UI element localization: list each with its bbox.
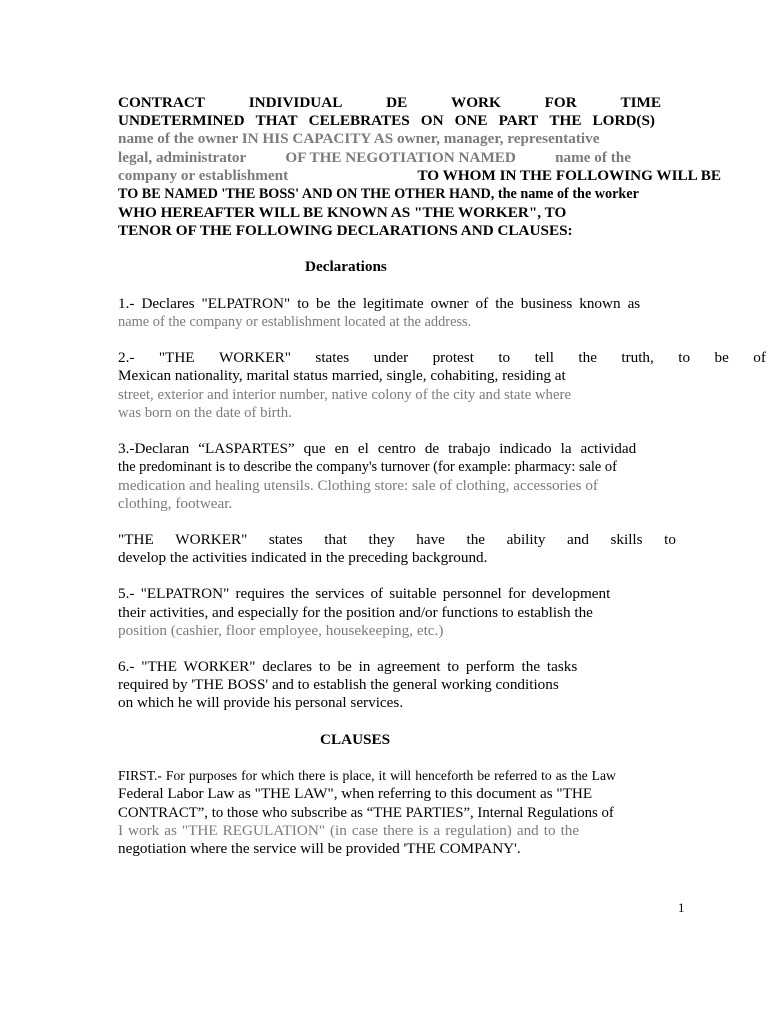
declaration-2-line-1: [118, 349, 766, 367]
declaration-2-line-1-word: under: [373, 349, 409, 366]
title-line-5: [118, 167, 721, 185]
title-line-2-word: ON: [420, 112, 444, 129]
title-line-1-word: WORK: [451, 94, 501, 111]
title-line-4-a: legal, administrator: [118, 149, 247, 166]
declarations-heading: Declarations: [305, 258, 387, 275]
declaration-3-line-2: the predominant is to describe the company's turnover (for example: pharmacy: sale of: [118, 459, 617, 475]
declaration-5-line-3: position (cashier, floor employee, housekeeping, etc.): [118, 622, 444, 639]
title-line-1: [118, 94, 661, 112]
declaration-2-line-1-word: of: [753, 349, 766, 366]
title-line-1-word: INDIVIDUAL: [248, 94, 343, 111]
clause-first-line-1: FIRST.- For purposes for which there is place, it will henceforth be referred to as the Law: [118, 768, 616, 783]
title-line-2-word: THE: [549, 112, 582, 129]
declaration-4-line-1: [118, 531, 676, 549]
declaration-1-line-2: name of the company or establishment located at the address.: [118, 314, 472, 330]
declaration-2-line-1-word: the: [578, 349, 597, 366]
title-line-4-c: name of the: [555, 149, 631, 166]
title-line-2-word: THAT: [255, 112, 298, 129]
declaration-5-line-2: their activities, and especially for the position and/or functions to establish the: [118, 604, 593, 621]
declaration-3-line-4: clothing, footwear.: [118, 495, 233, 512]
declaration-2-line-1-word: "THE: [158, 349, 195, 366]
title-line-3: name of the owner IN HIS CAPACITY AS owner, manager, representative: [118, 130, 600, 147]
title-line-2-word: ONE: [454, 112, 488, 129]
declaration-3-line-3: medication and healing utensils. Clothing store: sale of clothing, accessories of: [118, 477, 598, 494]
declaration-4-line-1-word: ability: [506, 531, 546, 548]
declaration-6-line-2: required by 'THE BOSS' and to establish the general working conditions: [118, 676, 559, 693]
clause-first-line-3: CONTRACT”, to those who subscribe as “THE PARTIES”, Internal Regulations of: [118, 805, 614, 821]
title-line-2-word: UNDETERMINED: [118, 112, 245, 129]
title-line-5-a: company or establishment: [118, 167, 289, 184]
declaration-2-line-1-word: to: [678, 349, 691, 366]
declaration-4-line-1-word: states: [268, 531, 303, 548]
declaration-3-line-1: 3.-Declaran “LASPARTES” que en el centro de trabajo indicado la actividad: [118, 440, 637, 457]
declaration-4-line-1-word: have: [416, 531, 445, 548]
title-line-2-word: CELEBRATES: [308, 112, 410, 129]
declaration-6-line-1: 6.- "THE WORKER" declares to be in agreement to perform the tasks: [118, 658, 578, 675]
declaration-2-line-1-word: protest: [432, 349, 474, 366]
declaration-4-line-1-word: the: [466, 531, 486, 548]
declaration-2-line-3: street, exterior and interior number, native colony of the city and state where: [118, 387, 572, 403]
declaration-2-line-1-word: WORKER": [219, 349, 292, 366]
declaration-2-line-1-word: truth,: [621, 349, 654, 366]
declaration-4-line-1-word: "THE: [118, 531, 154, 548]
title-line-4-b: OF THE NEGOTIATION NAMED: [285, 149, 516, 166]
declaration-2-line-1-word: to: [498, 349, 511, 366]
declaration-6-line-3: on which he will provide his personal services.: [118, 694, 404, 711]
clause-first-line-2: Federal Labor Law as "THE LAW", when referring to this document as "THE: [118, 785, 593, 802]
declaration-4-line-1-word: and: [566, 531, 589, 548]
title-line-1-word: DE: [386, 94, 408, 111]
declaration-4-line-2: develop the activities indicated in the preceding background.: [118, 549, 488, 566]
title-line-2-word: LORD(S): [592, 112, 655, 129]
page-number: 1: [678, 900, 685, 915]
title-line-2: [118, 112, 655, 130]
declaration-2-line-1-word: be: [714, 349, 729, 366]
title-line-4: [118, 149, 631, 167]
declaration-4-line-1-word: skills: [610, 531, 643, 548]
declaration-4-line-1-word: they: [368, 531, 395, 548]
title-line-7: WHO HEREAFTER WILL BE KNOWN AS "THE WORKER", TO: [118, 204, 567, 221]
title-line-5-b: TO WHOM IN THE FOLLOWING WILL BE: [417, 167, 721, 184]
declaration-2-line-1-word: states: [315, 349, 350, 366]
declaration-5-line-1: 5.- "ELPATRON" requires the services of suitable personnel for development: [118, 585, 611, 602]
declaration-2-line-2: Mexican nationality, marital status married, single, cohabiting, residing at: [118, 367, 566, 384]
declaration-4-line-1-word: that: [324, 531, 347, 548]
declaration-2-line-4: was born on the date of birth.: [118, 405, 292, 421]
declaration-4-line-1-word: to: [664, 531, 676, 548]
title-line-6: TO BE NAMED 'THE BOSS' AND ON THE OTHER HAND, the name of the worker: [118, 186, 639, 202]
title-line-2-word: PART: [498, 112, 539, 129]
clause-first-line-5: negotiation where the service will be provided 'THE COMPANY'.: [118, 840, 521, 857]
title-line-1-word: CONTRACT: [118, 94, 205, 111]
declaration-2-line-1-word: 2.-: [118, 349, 135, 366]
clause-first-line-4: I work as "THE REGULATION" (in case there is a regulation) and to the: [118, 822, 580, 839]
title-line-1-word: TIME: [620, 94, 661, 111]
clauses-heading: CLAUSES: [320, 731, 391, 748]
declaration-2-line-1-word: tell: [534, 349, 554, 366]
declaration-1-line-1: 1.- Declares "ELPATRON" to be the legitimate owner of the business known as: [118, 295, 641, 312]
title-line-8: TENOR OF THE FOLLOWING DECLARATIONS AND CLAUSES:: [118, 222, 573, 239]
declaration-4-line-1-word: WORKER": [175, 531, 248, 548]
title-line-1-word: FOR: [544, 94, 577, 111]
